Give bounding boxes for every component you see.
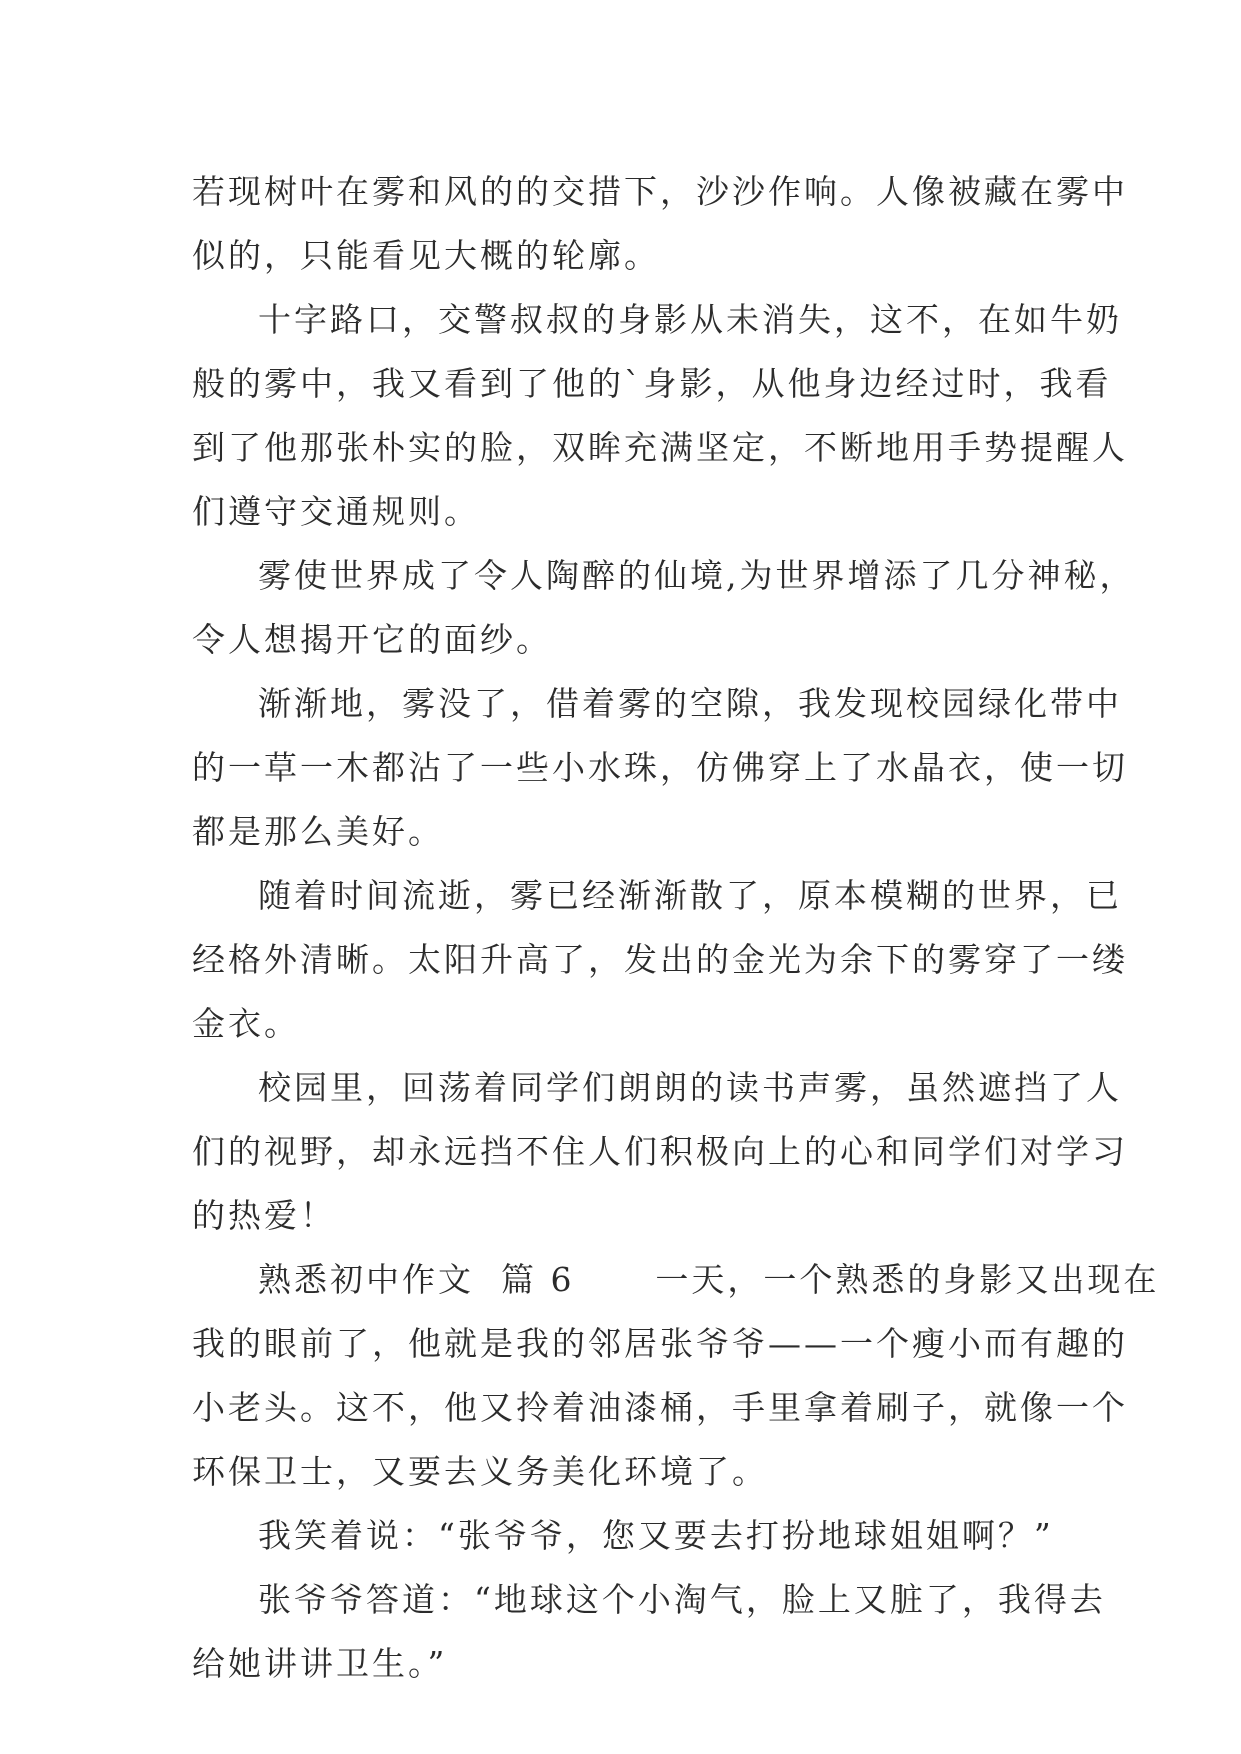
paragraph-start-line: 我笑着说：“张爷爷，您又要去打扮地球姐姐啊？” [258,1516,1054,1555]
section-heading-line: 熟悉初中作文 篇 6 一天，一个熟悉的身影又出现在 [258,1260,1160,1299]
text-line: 到了他那张朴实的脸，双眸充满坚定，不断地用手势提醒人 [192,428,1128,467]
text-line: 我的眼前了，他就是我的邻居张爷爷——一个瘦小而有趣的 [192,1324,1128,1363]
text-line: 似的，只能看见大概的轮廓。 [192,236,660,275]
text-line: 经格外清晰。太阳升高了，发出的金光为余下的雾穿了一缕 [192,940,1128,979]
paragraph-start-line: 十字路口，交警叔叔的身影从未消失，这不，在如牛奶 [258,300,1122,339]
text-line: 的热爱！ [192,1196,336,1235]
text-line: 们的视野，却永远挡不住人们积极向上的心和同学们对学习 [192,1132,1128,1171]
text-line: 的一草一木都沾了一些小水珠，仿佛穿上了水晶衣，使一切 [192,748,1128,787]
text-line: 小老头。这不，他又拎着油漆桶，手里拿着刷子，就像一个 [192,1388,1128,1427]
text-line: 们遵守交通规则。 [192,492,480,531]
paragraph-start-line: 渐渐地，雾没了，借着雾的空隙，我发现校园绿化带中 [258,684,1122,723]
text-line: 给她讲讲卫生。” [192,1644,448,1683]
paragraph-start-line: 校园里，回荡着同学们朗朗的读书声雾，虽然遮挡了人 [258,1068,1122,1107]
text-line: 般的雾中，我又看到了他的`身影，从他身边经过时，我看 [192,364,1112,403]
text-line: 金衣。 [192,1004,300,1043]
document-body [192,160,1160,1696]
text-line: 都是那么美好。 [192,812,444,851]
paragraph-start-line: 张爷爷答道：“地球这个小淘气，脸上又脏了，我得去 [258,1580,1106,1619]
paragraph-start-line: 雾使世界成了令人陶醉的仙境,为世界增添了几分神秘， [258,556,1136,595]
paragraph-start-line: 随着时间流逝，雾已经渐渐散了，原本模糊的世界，已 [258,876,1122,915]
text-line: 令人想揭开它的面纱。 [192,620,552,659]
text-line: 若现树叶在雾和风的的交措下，沙沙作响。人像被藏在雾中 [192,172,1128,211]
text-line: 环保卫士，又要去义务美化环境了。 [192,1452,768,1491]
